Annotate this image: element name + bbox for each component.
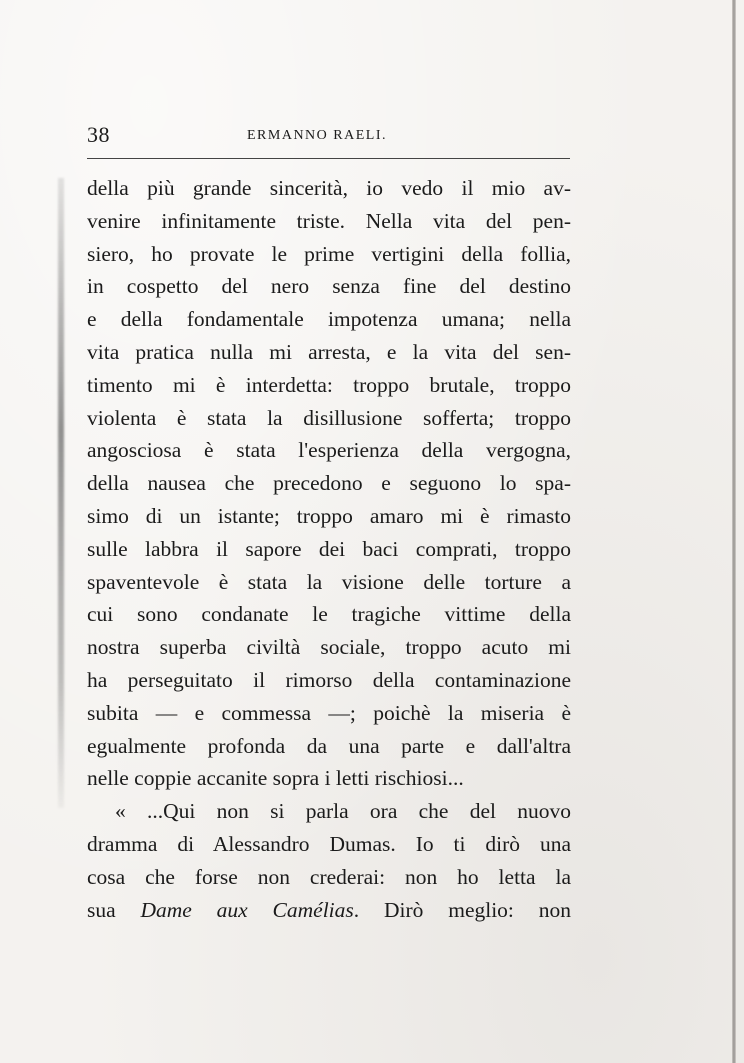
text-line: nelle coppie accanite sopra i letti rischiosi...	[87, 766, 464, 791]
text-line-last	[87, 894, 571, 927]
text-line: subita — e commessa —; poichè la miseria è	[87, 700, 571, 725]
text-line: nostra superba civiltà sociale, troppo acuto mi	[87, 635, 571, 660]
text-line: cosa che forse non crederai: non ho letta la	[87, 864, 571, 889]
text-line: della più grande sincerità, io vedo il mio av-	[87, 176, 571, 200]
book-spine-shadow	[732, 0, 736, 1063]
text-line: e della fondamentale impotenza umana; nella	[87, 307, 571, 332]
text-line: violenta è stata la disillusione sofferta; troppo	[87, 405, 571, 430]
last-line-suffix: . Dirò meglio: non	[353, 897, 571, 922]
book-title-italic: Dame aux Camélias	[140, 897, 354, 922]
text-line: timento mi è interdetta: troppo brutale, troppo	[87, 372, 571, 397]
page-number: 38	[87, 122, 110, 147]
text-line: spaventevole è stata la visione delle torture a	[87, 569, 571, 594]
text-line: cui sono condanate le tragiche vittime della	[87, 602, 571, 627]
text-line: angosciosa è stata l'esperienza della vergogna,	[87, 438, 571, 463]
text-line: ha perseguitato il rimorso della contaminazione	[87, 667, 571, 692]
body-text	[87, 172, 571, 926]
text-line: egualmente profonda da una parte e dall'altra	[87, 733, 571, 758]
text-line: « ...Qui non si parla ora che del nuovo	[115, 799, 571, 824]
text-line: della nausea che precedono e seguono lo spa-	[87, 471, 571, 496]
text-line: sulle labbra il sapore dei baci comprati, troppo	[87, 536, 571, 561]
text-line: siero, ho provate le prime vertigini della follia,	[87, 241, 571, 266]
text-line: simo di un istante; troppo amaro mi è rimasto	[87, 503, 571, 528]
text-line: in cospetto del nero senza fine del destino	[87, 274, 571, 299]
page-header	[87, 122, 570, 152]
gutter-ink-mark	[58, 178, 64, 808]
text-line: dramma di Alessandro Dumas. Io ti dirò una	[87, 831, 571, 856]
text-line: vita pratica nulla mi arresta, e la vita del sen-	[87, 339, 571, 364]
last-line-prefix: sua	[87, 897, 141, 922]
running-title: ERMANNO RAELI.	[247, 128, 387, 143]
header-rule	[87, 158, 570, 159]
text-line: venire infinitamente triste. Nella vita del pen-	[87, 208, 571, 233]
